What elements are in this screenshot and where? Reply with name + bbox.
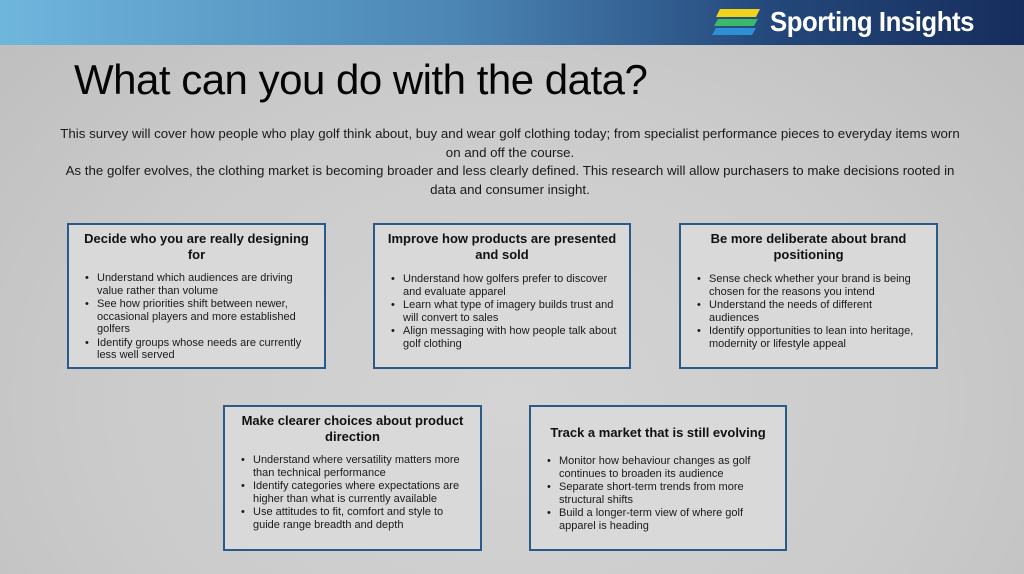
card-title: Improve how products are presented and sold [387, 231, 617, 262]
intro-paragraph-1: This survey will cover how people who play golf think about, buy and wear golf clothing today; from specialist performance pieces to everyday items worn on and off the course. [60, 126, 960, 160]
bullet-item: • See how priorities shift between newer, occasional players and more established golfers [81, 298, 312, 336]
bullet-item: • Identify groups whose needs are currently less well served [81, 337, 312, 362]
bullet-item: • Separate short-term trends from more structural shifts [543, 481, 773, 506]
brand-name: Sporting Insights [770, 6, 975, 37]
bullet-item: • Build a longer-term view of where golf apparel is heading [543, 507, 773, 532]
page-title: What can you do with the data? [74, 56, 648, 103]
bullet-item: • Use attitudes to fit, comfort and style to guide range breadth and depth [237, 506, 468, 531]
bullet-item: • Understand the needs of different audiences [693, 299, 924, 324]
brand-lockup [712, 5, 992, 39]
bullet-item: • Identify opportunities to lean into heritage, modernity or lifestyle appeal [693, 325, 924, 350]
card-brand-positioning [679, 223, 938, 369]
card-title: Be more deliberate about brand positioning [710, 231, 907, 262]
bullet-item: • Monitor how behaviour changes as golf continues to broaden its audience [543, 455, 773, 480]
bullet-item: • Understand where versatility matters more than technical performance [237, 454, 468, 479]
bullet-list [693, 273, 924, 350]
bullet-list [543, 455, 773, 532]
sporting-insights-logo-icon [712, 7, 762, 37]
bullet-item: • Identify categories where expectations are higher than what is currently available [237, 480, 468, 505]
bullet-list [81, 272, 312, 362]
card-title: Track a market that is still evolving [550, 425, 766, 440]
bullet-list [387, 273, 617, 350]
intro-paragraph-2: As the golfer evolves, the clothing market is becoming broader and less clearly defined. This research will allow purchasers to make decisions rooted in data and consumer insight. [65, 163, 955, 197]
card-title: Decide who you are really designing for [84, 231, 309, 262]
bullet-item: • Understand how golfers prefer to discover and evaluate apparel [387, 273, 617, 298]
bullet-item: • Align messaging with how people talk about golf clothing [387, 325, 617, 350]
card-evolving-market [529, 405, 787, 551]
header-bar [0, 0, 1024, 45]
card-presented-and-sold [373, 223, 631, 369]
card-product-direction [223, 405, 482, 551]
bullet-item: • Learn what type of imagery builds trust and will convert to sales [387, 299, 617, 324]
card-title: Make clearer choices about product direction [241, 413, 464, 444]
bullet-list [237, 454, 468, 531]
bullet-item: • Understand which audiences are driving value rather than volume [81, 272, 312, 297]
card-designing-for [67, 223, 326, 369]
intro-text [60, 125, 960, 199]
bullet-item: • Sense check whether your brand is being chosen for the reasons you intend [693, 273, 924, 298]
